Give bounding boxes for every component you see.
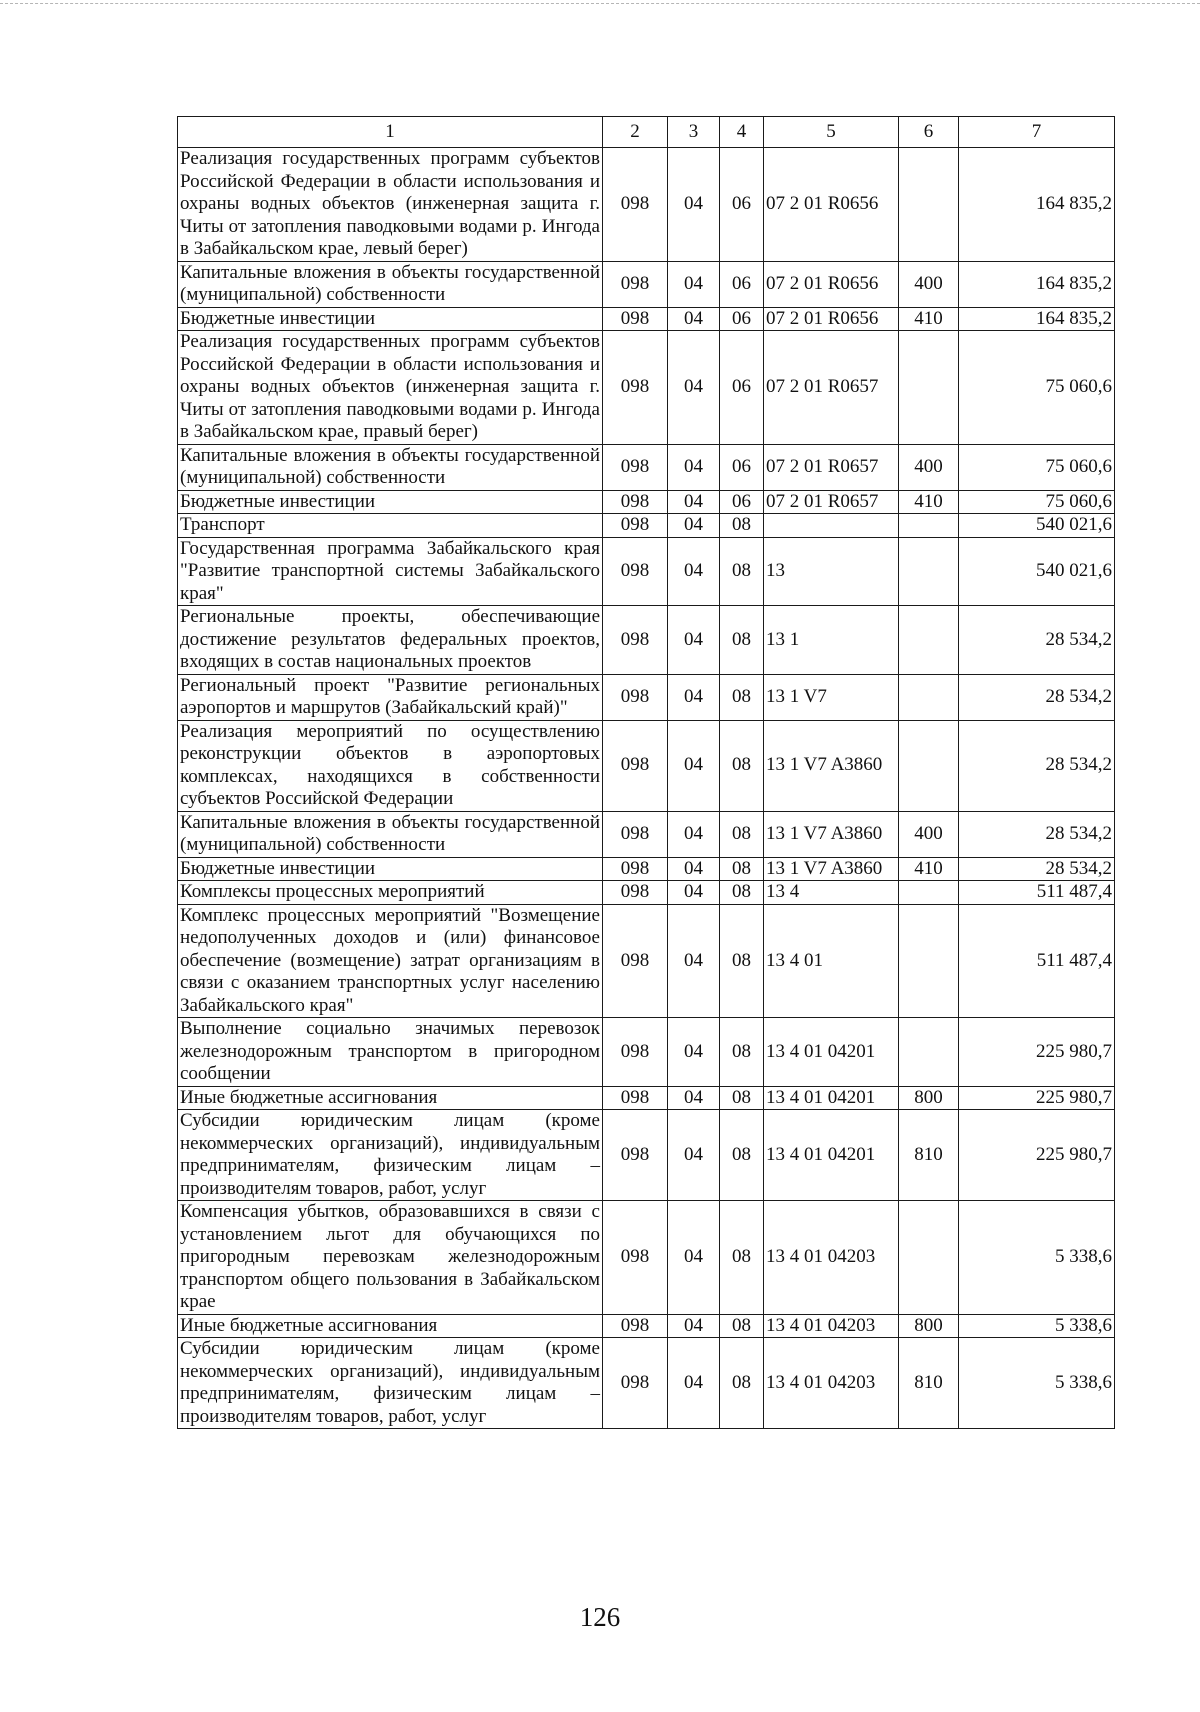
row-subsection-code: 08 xyxy=(720,720,764,811)
table-row xyxy=(178,811,1115,857)
row-subsection-code: 08 xyxy=(720,606,764,675)
row-amount: 28 534,2 xyxy=(959,720,1115,811)
row-ministry-code: 098 xyxy=(603,1018,668,1087)
row-ministry-code: 098 xyxy=(603,307,668,331)
row-target-article: 07 2 01 R0657 xyxy=(764,331,899,445)
row-target-article: 13 1 V7 A3860 xyxy=(764,720,899,811)
table-row xyxy=(178,904,1115,1018)
row-name: Компенсация убытков, образовавшихся в связи с установлением льгот для обучающихся по пригородным перевозкам железнодорожным транспортом общего пользования в Забайкальском крае xyxy=(178,1201,603,1315)
row-target-article: 13 xyxy=(764,537,899,606)
table-row xyxy=(178,606,1115,675)
row-target-article: 13 1 xyxy=(764,606,899,675)
row-name: Комплексы процессных мероприятий xyxy=(178,881,603,905)
row-expense-type: 400 xyxy=(899,811,959,857)
row-section-code: 04 xyxy=(668,1110,720,1201)
row-amount: 5 338,6 xyxy=(959,1314,1115,1338)
row-subsection-code: 06 xyxy=(720,148,764,262)
row-section-code: 04 xyxy=(668,1338,720,1429)
row-ministry-code: 098 xyxy=(603,261,668,307)
table-row xyxy=(178,148,1115,262)
row-amount: 28 534,2 xyxy=(959,811,1115,857)
row-subsection-code: 08 xyxy=(720,1018,764,1087)
row-target-article: 13 1 V7 xyxy=(764,674,899,720)
row-expense-type: 410 xyxy=(899,857,959,881)
row-expense-type xyxy=(899,514,959,538)
row-section-code: 04 xyxy=(668,307,720,331)
row-ministry-code: 098 xyxy=(603,1314,668,1338)
row-target-article: 13 1 V7 A3860 xyxy=(764,857,899,881)
row-target-article: 13 4 01 04203 xyxy=(764,1338,899,1429)
row-expense-type xyxy=(899,674,959,720)
row-amount: 5 338,6 xyxy=(959,1338,1115,1429)
row-section-code: 04 xyxy=(668,811,720,857)
row-amount: 164 835,2 xyxy=(959,261,1115,307)
table-row xyxy=(178,1110,1115,1201)
row-section-code: 04 xyxy=(668,261,720,307)
row-expense-type xyxy=(899,1018,959,1087)
row-expense-type: 810 xyxy=(899,1110,959,1201)
row-target-article: 13 4 01 xyxy=(764,904,899,1018)
header-col-3: 3 xyxy=(668,117,720,148)
table-row xyxy=(178,514,1115,538)
row-name: Иные бюджетные ассигнования xyxy=(178,1086,603,1110)
row-section-code: 04 xyxy=(668,857,720,881)
header-col-7: 7 xyxy=(959,117,1115,148)
row-amount: 164 835,2 xyxy=(959,307,1115,331)
row-target-article: 07 2 01 R0656 xyxy=(764,148,899,262)
row-ministry-code: 098 xyxy=(603,331,668,445)
row-target-article: 07 2 01 R0656 xyxy=(764,261,899,307)
table-row xyxy=(178,307,1115,331)
row-subsection-code: 08 xyxy=(720,674,764,720)
row-subsection-code: 06 xyxy=(720,261,764,307)
row-expense-type: 800 xyxy=(899,1314,959,1338)
row-subsection-code: 08 xyxy=(720,881,764,905)
row-name: Бюджетные инвестиции xyxy=(178,307,603,331)
table-body xyxy=(178,148,1115,1429)
table-row xyxy=(178,881,1115,905)
row-amount: 5 338,6 xyxy=(959,1201,1115,1315)
table-row xyxy=(178,1201,1115,1315)
row-name: Бюджетные инвестиции xyxy=(178,490,603,514)
row-amount: 511 487,4 xyxy=(959,881,1115,905)
row-section-code: 04 xyxy=(668,904,720,1018)
row-expense-type: 810 xyxy=(899,1338,959,1429)
row-expense-type: 400 xyxy=(899,261,959,307)
row-expense-type: 410 xyxy=(899,307,959,331)
row-amount: 28 534,2 xyxy=(959,857,1115,881)
row-subsection-code: 08 xyxy=(720,1314,764,1338)
row-target-article: 07 2 01 R0657 xyxy=(764,490,899,514)
row-name: Государственная программа Забайкальского края "Развитие транспортной системы Забайкальского края" xyxy=(178,537,603,606)
row-section-code: 04 xyxy=(668,720,720,811)
row-target-article: 13 4 01 04201 xyxy=(764,1018,899,1087)
table-row xyxy=(178,1338,1115,1429)
row-target-article: 13 4 01 04201 xyxy=(764,1110,899,1201)
row-expense-type xyxy=(899,904,959,1018)
row-section-code: 04 xyxy=(668,537,720,606)
table-row xyxy=(178,674,1115,720)
table-row xyxy=(178,537,1115,606)
row-amount: 225 980,7 xyxy=(959,1018,1115,1087)
row-section-code: 04 xyxy=(668,1201,720,1315)
row-ministry-code: 098 xyxy=(603,881,668,905)
table-row xyxy=(178,1086,1115,1110)
row-amount: 225 980,7 xyxy=(959,1110,1115,1201)
row-subsection-code: 08 xyxy=(720,904,764,1018)
row-subsection-code: 06 xyxy=(720,307,764,331)
row-subsection-code: 08 xyxy=(720,537,764,606)
header-col-4: 4 xyxy=(720,117,764,148)
row-ministry-code: 098 xyxy=(603,904,668,1018)
row-target-article: 07 2 01 R0656 xyxy=(764,307,899,331)
table-row xyxy=(178,261,1115,307)
row-amount: 540 021,6 xyxy=(959,514,1115,538)
row-section-code: 04 xyxy=(668,331,720,445)
row-name: Субсидии юридическим лицам (кроме некоммерческих организаций), индивидуальным предпринимателям, физическим лицам – производителям товаров, работ, услуг xyxy=(178,1110,603,1201)
row-subsection-code: 08 xyxy=(720,1086,764,1110)
header-col-2: 2 xyxy=(603,117,668,148)
row-name: Субсидии юридическим лицам (кроме некоммерческих организаций), индивидуальным предпринимателям, физическим лицам – производителям товаров, работ, услуг xyxy=(178,1338,603,1429)
table-row xyxy=(178,1314,1115,1338)
row-subsection-code: 06 xyxy=(720,490,764,514)
row-name: Реализация государственных программ субъектов Российской Федерации в области использования и охраны водных объектов (инженерная защита г. Читы от затопления паводковыми водами р. Ингода в Забайкальском крае, левый берег) xyxy=(178,148,603,262)
row-target-article: 13 1 V7 A3860 xyxy=(764,811,899,857)
row-amount: 75 060,6 xyxy=(959,444,1115,490)
row-name: Транспорт xyxy=(178,514,603,538)
row-amount: 164 835,2 xyxy=(959,148,1115,262)
row-name: Реализация мероприятий по осуществлению реконструкции объектов в аэропортовых комплексах, находящихся в собственности субъектов Российской Федерации xyxy=(178,720,603,811)
row-expense-type: 410 xyxy=(899,490,959,514)
row-subsection-code: 08 xyxy=(720,857,764,881)
row-section-code: 04 xyxy=(668,490,720,514)
row-name: Капитальные вложения в объекты государственной (муниципальной) собственности xyxy=(178,444,603,490)
row-expense-type xyxy=(899,720,959,811)
row-expense-type: 400 xyxy=(899,444,959,490)
row-amount: 75 060,6 xyxy=(959,331,1115,445)
row-ministry-code: 098 xyxy=(603,148,668,262)
row-section-code: 04 xyxy=(668,1018,720,1087)
row-name: Региональный проект "Развитие региональных аэропортов и маршрутов (Забайкальский край)" xyxy=(178,674,603,720)
row-target-article: 13 4 01 04203 xyxy=(764,1314,899,1338)
row-target-article: 13 4 xyxy=(764,881,899,905)
row-section-code: 04 xyxy=(668,514,720,538)
row-ministry-code: 098 xyxy=(603,537,668,606)
row-amount: 225 980,7 xyxy=(959,1086,1115,1110)
row-name: Капитальные вложения в объекты государственной (муниципальной) собственности xyxy=(178,261,603,307)
row-amount: 28 534,2 xyxy=(959,606,1115,675)
row-section-code: 04 xyxy=(668,606,720,675)
row-section-code: 04 xyxy=(668,881,720,905)
row-target-article: 13 4 01 04203 xyxy=(764,1201,899,1315)
row-subsection-code: 08 xyxy=(720,811,764,857)
row-subsection-code: 08 xyxy=(720,1338,764,1429)
row-ministry-code: 098 xyxy=(603,490,668,514)
row-name: Иные бюджетные ассигнования xyxy=(178,1314,603,1338)
row-subsection-code: 08 xyxy=(720,1201,764,1315)
row-ministry-code: 098 xyxy=(603,444,668,490)
row-subsection-code: 08 xyxy=(720,1110,764,1201)
row-subsection-code: 06 xyxy=(720,331,764,445)
row-target-article xyxy=(764,514,899,538)
row-name: Выполнение социально значимых перевозок железнодорожным транспортом в пригородном сообщении xyxy=(178,1018,603,1087)
table-row xyxy=(178,444,1115,490)
row-expense-type xyxy=(899,1201,959,1315)
row-subsection-code: 06 xyxy=(720,444,764,490)
row-name: Реализация государственных программ субъектов Российской Федерации в области использования и охраны водных объектов (инженерная защита г. Читы от затопления паводковыми водами р. Ингода в Забайкальском крае, правый берег) xyxy=(178,331,603,445)
row-name: Комплекс процессных мероприятий "Возмещение недополученных доходов и (или) финансовое обеспечение (возмещение) затрат организациям в связи с оказанием транспортных услуг населению Забайкальского края" xyxy=(178,904,603,1018)
row-expense-type xyxy=(899,537,959,606)
row-name: Региональные проекты, обеспечивающие достижение результатов федеральных проектов, входящих в состав национальных проектов xyxy=(178,606,603,675)
row-amount: 540 021,6 xyxy=(959,537,1115,606)
row-name: Бюджетные инвестиции xyxy=(178,857,603,881)
row-expense-type xyxy=(899,606,959,675)
table-row xyxy=(178,720,1115,811)
row-target-article: 07 2 01 R0657 xyxy=(764,444,899,490)
row-amount: 75 060,6 xyxy=(959,490,1115,514)
row-ministry-code: 098 xyxy=(603,1086,668,1110)
row-section-code: 04 xyxy=(668,674,720,720)
row-expense-type xyxy=(899,331,959,445)
row-expense-type xyxy=(899,148,959,262)
row-ministry-code: 098 xyxy=(603,1110,668,1201)
row-name: Капитальные вложения в объекты государственной (муниципальной) собственности xyxy=(178,811,603,857)
row-ministry-code: 098 xyxy=(603,1338,668,1429)
row-section-code: 04 xyxy=(668,148,720,262)
row-ministry-code: 098 xyxy=(603,857,668,881)
row-expense-type: 800 xyxy=(899,1086,959,1110)
row-section-code: 04 xyxy=(668,1314,720,1338)
header-col-1: 1 xyxy=(178,117,603,148)
table-row xyxy=(178,1018,1115,1087)
row-subsection-code: 08 xyxy=(720,514,764,538)
row-ministry-code: 098 xyxy=(603,514,668,538)
row-ministry-code: 098 xyxy=(603,811,668,857)
row-amount: 28 534,2 xyxy=(959,674,1115,720)
budget-table xyxy=(177,116,1115,1429)
row-expense-type xyxy=(899,881,959,905)
row-amount: 511 487,4 xyxy=(959,904,1115,1018)
table-row xyxy=(178,490,1115,514)
table-row xyxy=(178,857,1115,881)
row-section-code: 04 xyxy=(668,444,720,490)
row-section-code: 04 xyxy=(668,1086,720,1110)
table-row xyxy=(178,331,1115,445)
scan-top-edge xyxy=(0,3,1200,4)
header-row xyxy=(178,117,1115,148)
row-ministry-code: 098 xyxy=(603,674,668,720)
row-ministry-code: 098 xyxy=(603,606,668,675)
header-col-5: 5 xyxy=(764,117,899,148)
header-col-6: 6 xyxy=(899,117,959,148)
page-number: 126 xyxy=(579,1602,621,1632)
row-ministry-code: 098 xyxy=(603,720,668,811)
row-ministry-code: 098 xyxy=(603,1201,668,1315)
row-target-article: 13 4 01 04201 xyxy=(764,1086,899,1110)
